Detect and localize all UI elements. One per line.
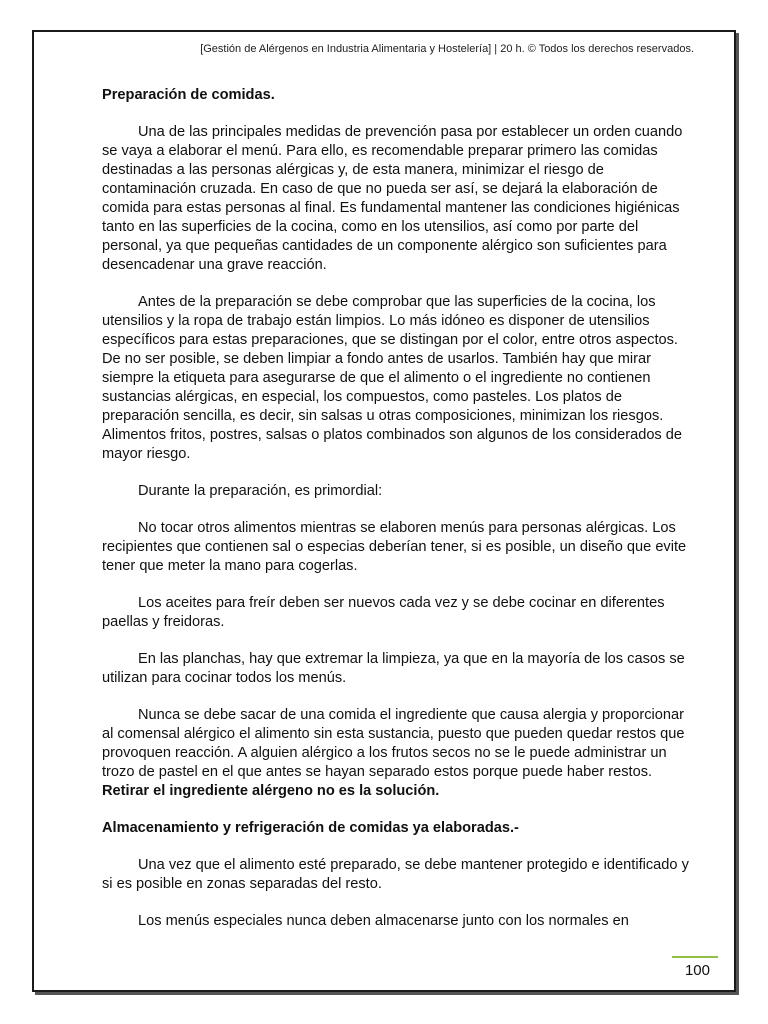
footer-rule — [672, 956, 718, 958]
page-number: 100 — [684, 962, 710, 979]
paragraph: En las planchas, hay que extremar la limpieza, ya que en la mayoría de los casos se utilizan para cocinar todos los menús. — [102, 651, 685, 686]
paragraph: Los menús especiales nunca deben almacenarse junto con los normales en — [138, 913, 629, 929]
paragraph: Una vez que el alimento esté preparado, se debe mantener protegido e identificado y si es posible en zonas separadas del resto. — [102, 857, 689, 892]
paragraph: No tocar otros alimentos mientras se elaboren menús para personas alérgicas. Los recipientes que contienen sal o especias deberían tener, si es posible, un diseño que evite tener que meter la mano para cogerlas. — [102, 520, 687, 574]
section-heading-almacenamiento: Almacenamiento y refrigeración de comidas ya elaboradas.- — [102, 820, 519, 836]
paragraph: Antes de la preparación se debe comprobar que las superficies de la cocina, los utensilios y la ropa de trabajo están limpios. Lo más idóneo es disponer de utensilios específicos para estas preparaciones, que se distingan por el color, entre otros aspectos. De no ser posible, se deben limpiar a fondo antes de usarlos. También hay que mirar siempre la etiqueta para asegurarse de que el alimento o el ingrediente no contienen sustancias alérgicas, en especial, los compuestos, como pasteles. Los platos de preparación sencilla, es decir, sin salsas u otras composiciones, minimizan los riesgos. Alimentos fritos, postres, salsas o platos combinados son algunos de los considerados de mayor riesgo. — [102, 294, 683, 462]
document-page — [32, 30, 736, 992]
paragraph: Durante la preparación, es primordial: — [138, 483, 383, 499]
document-body — [102, 86, 696, 949]
paragraph-text: Nunca se debe sacar de una comida el ingrediente que causa alergia y proporcionar al comensal alérgico el alimento sin esta sustancia, puesto que pueden quedar restos que provoquen reacción. A alguien alérgico a los frutos secos no se le puede administrar un trozo de pastel en el que antes se hayan separado estos porque puede haber restos. — [102, 707, 685, 780]
running-header: [Gestión de Alérgenos en Industria Alimentaria y Hostelería] | 20 h. © Todos los derechos reservados. — [200, 43, 694, 55]
paragraph: Los aceites para freír deben ser nuevos cada vez y se debe cocinar en diferentes paellas y freidoras. — [102, 595, 665, 630]
emphasis-text: Retirar el ingrediente alérgeno no es la solución. — [102, 783, 440, 799]
paragraph-with-emphasis — [102, 706, 696, 801]
section-heading-preparacion: Preparación de comidas. — [102, 87, 275, 103]
paragraph: Una de las principales medidas de prevención pasa por establecer un orden cuando se vaya a elaborar el menú. Para ello, es recomendable preparar primero las comidas destinadas a las personas alérgicas y, de esta manera, minimizar el riesgo de contaminación cruzada. En caso de que no pueda ser así, se dejará la elaboración de comida para estas personas al final. Es fundamental mantener las condiciones higiénicas tanto en las superficies de la cocina, como en los utensilios, así como por parte del personal, ya que pequeñas cantidades de un componente alérgico son suficientes para desencadenar una grave reacción. — [102, 124, 683, 273]
